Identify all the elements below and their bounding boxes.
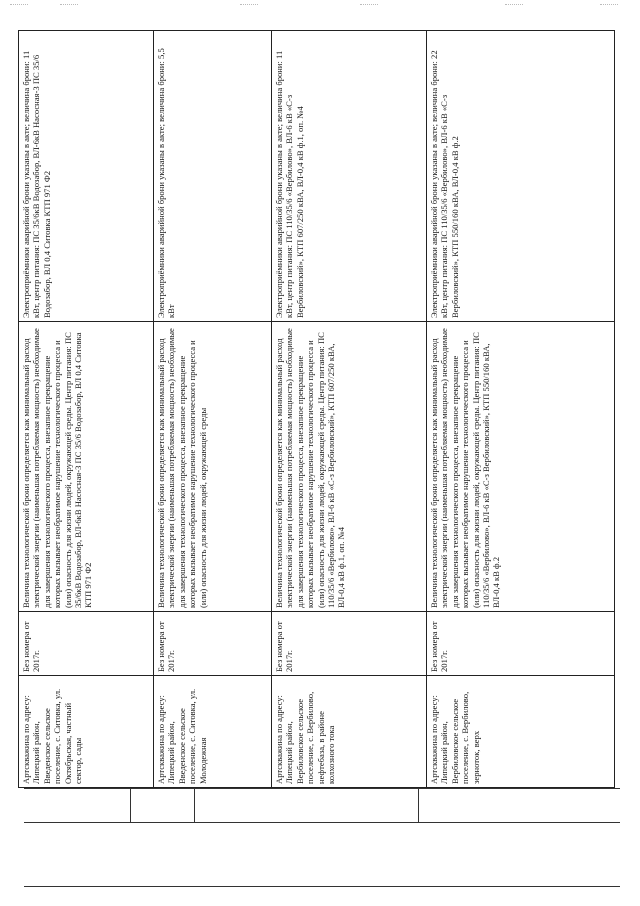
document-cell: Без номера от 2017г. (272, 612, 427, 676)
location-cell: Артскважина по адресу: Липецкий район, Введенское сельское поселение, с. Ситовка, ул. Молодежная (154, 676, 272, 788)
lower-blank-grid (0, 788, 640, 906)
document-cell: Без номера от 2017г. (19, 612, 154, 676)
emergency-reserve-cell: Электроприёмники аварийной брони указаны в акте; величина брони: 11 кВт, центр питания: ПС 35/6кВ Водозабор, ВЛ-6кВ Насосная-3 ПС 35/6 Водозабор, ВЛ 0,4 Ситовка КТП 971 Ф2 (19, 31, 154, 322)
emergency-reserve-cell: Электроприёмники аварийной брони указаны в акте; величина брони: 5,5 кВт (154, 31, 272, 322)
table-row (19, 31, 154, 788)
reserve-registry-table (18, 30, 615, 788)
table-row (427, 31, 615, 788)
divider-line (24, 788, 620, 789)
divider-line (130, 788, 131, 822)
divider-line (24, 886, 620, 887)
document-cell: Без номера от 2017г. (154, 612, 272, 676)
location-cell: Артскважина по адресу: Липецкий район, Вербиловское сельское поселение, с. Вербилово, нефтебаза, в районе колхозного тока (272, 676, 427, 788)
tech-reserve-cell: Величина технологической брони определяется как минимальный расход электрической энергии (наименьшая потребляемая мощность) необходимые для завершения технологического процесса, внезапное прекращение которых вызывает необратимое нарушение технологического процесса и (или) опасность для жизни людей, окружающей среды (154, 322, 272, 612)
location-cell: Артскважина по адресу: Липецкий район, Вербиловское сельское поселение, с. Вербилово, зерноток, верх (427, 676, 615, 788)
divider-line (418, 788, 419, 822)
tech-reserve-cell: Величина технологической брони определяется как минимальный расход электрической энергии (наименьшая потребляемая мощность) необходимые для завершения технологического процесса, внезапное прекращение которых вызывает необратимое нарушение технологического процесса и (или) опасность для жизни людей, окружающей среды. Центр питания: ПС 110/35/6 «Вербилово», ВЛ-6 кВ «С-з Вербиловский», КТП 607/250 кВА, ВЛ-0,4 кВ ф.1, оп. №4 (272, 322, 427, 612)
rotated-table-wrapper (18, 31, 614, 788)
tech-reserve-cell: Величина технологической брони определяется как минимальный расход электрической энергии (наименьшая потребляемая мощность) необходимые для завершения технологического процесса, внезапное прекращение которых вызывает необратимое нарушение технологического процесса и (или) опасность для жизни людей, окружающей среды. Центр питания: ПС 110/35/6 «Вербилово», ВЛ-6 кВ «С-з Вербиловский», КТП 550/160 кВА, ВЛ-0,4 кВ ф.2 (427, 322, 615, 612)
emergency-reserve-cell: Электроприёмники аварийной брони указаны в акте; величина брони: 11 кВт, центр питания: ПС 110/35/6 «Вербилово», ВЛ-6 кВ «С-з Вербиловский», КТП 607/250 кВА, ВЛ-0,4 кВ ф.1, оп. №4 (272, 31, 427, 322)
emergency-reserve-cell: Электроприёмники аварийной брони указаны в акте; величина брони: 22 кВт, центр питания: ПС 110/35/6 «Вербилово», ВЛ-6 кВ «С-з Вербиловский», КТП 550/160 кВА, ВЛ-0,4 кВ ф.2 (427, 31, 615, 322)
divider-line (24, 822, 620, 823)
tech-reserve-cell: Величина технологической брони определяется как минимальный расход электрической энергии (наименьшая потребляемая мощность) необходимые для завершения технологического процесса, внезапное прекращение которых вызывает необратимое нарушение технологического процесса и (или) опасность для жизни людей, окружающей среды. Центр питания: ПС 35/6кВ Водозабор, ВЛ-6кВ Насосная-3 ПС 35/6 Водозабор, ВЛ 0,4 Ситовка КТП 971 Ф2 (19, 322, 154, 612)
location-cell: Артскважина по адресу: Липецкий район, Введенское сельское поселение, с. Ситовка, ул. Октябрьская, частный сектор, сады (19, 676, 154, 788)
document-cell: Без номера от 2017г. (427, 612, 615, 676)
table-row (154, 31, 272, 788)
table-row (272, 31, 427, 788)
divider-line (194, 788, 195, 822)
scan-edge-marks (0, 4, 640, 7)
